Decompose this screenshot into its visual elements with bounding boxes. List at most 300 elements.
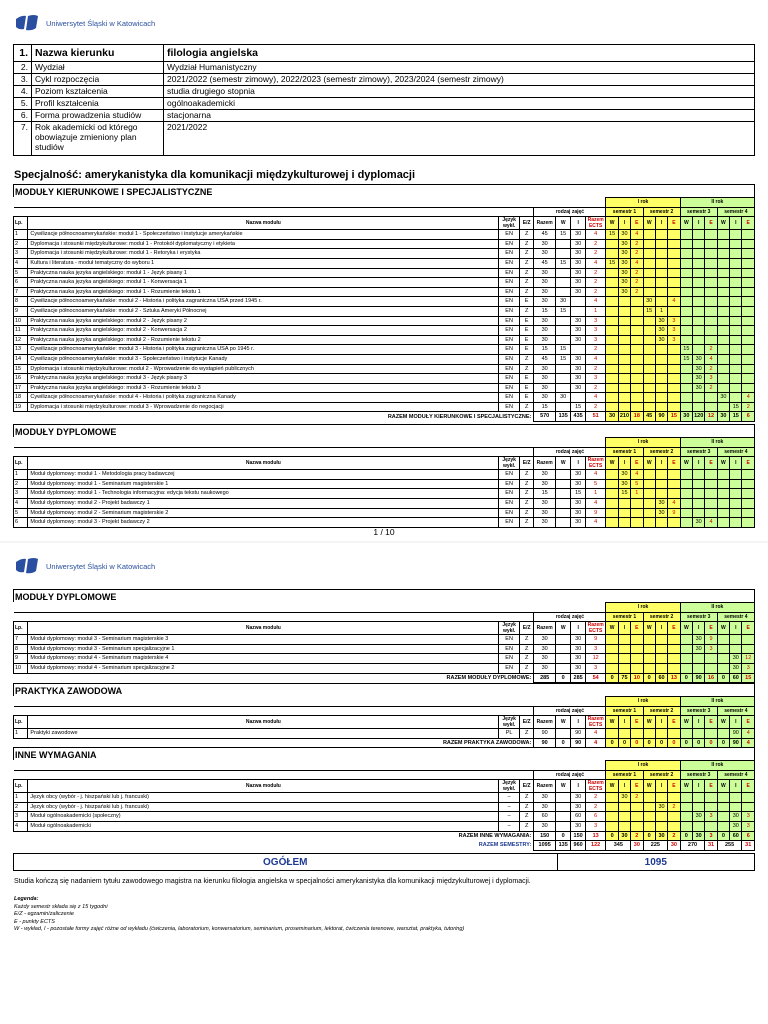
table-cell	[618, 498, 630, 508]
table-cell	[717, 354, 729, 364]
ects-col-header: E	[742, 780, 755, 793]
i-col-header: I	[655, 716, 667, 729]
table-row	[14, 518, 755, 528]
table-cell	[717, 498, 729, 508]
table-cell	[643, 470, 655, 480]
table-cell	[742, 498, 755, 508]
table-cell: 30	[618, 258, 630, 268]
sum-cell: 30	[618, 831, 630, 841]
sum-cell: 30	[717, 412, 729, 422]
module-name: Moduł dyplomowy: moduł 1 - Technologia informacyjna: edycja tekstu naukowego	[28, 489, 499, 499]
blank-cell	[14, 706, 534, 716]
ects-header: Razem ECTS	[585, 457, 606, 470]
table-cell	[555, 802, 570, 812]
university-logo-icon	[14, 556, 40, 576]
table-cell	[643, 518, 655, 528]
table-cell: 30	[571, 663, 585, 673]
section-inne	[13, 747, 755, 851]
table-cell: EN	[499, 258, 520, 268]
legend	[14, 896, 464, 934]
table-cell: 3	[14, 812, 28, 822]
i-col-header: I	[618, 217, 630, 230]
table-cell	[668, 518, 680, 528]
table-cell	[730, 498, 742, 508]
table-cell	[668, 354, 680, 364]
sum-cell: 30	[693, 831, 705, 841]
module-name: Praktyczna nauka języka angielskiego: moduł 2 - Konwersacja 2	[28, 326, 499, 336]
table-cell: 30	[534, 644, 556, 654]
sum-cell: 0	[705, 738, 717, 748]
table-cell: EN	[499, 306, 520, 316]
semesters-sum-cell: 1095	[534, 841, 556, 851]
rodzaj-header: rodzaj zajęć	[534, 612, 606, 622]
table-cell	[705, 326, 717, 336]
table-cell: EN	[499, 383, 520, 393]
year-header: II rok	[680, 697, 754, 707]
table-cell	[680, 470, 692, 480]
table-cell: 18	[14, 393, 28, 403]
table-cell	[606, 793, 618, 803]
sum-cell: 90	[693, 673, 705, 683]
table-cell	[618, 802, 630, 812]
sum-cell: 285	[571, 673, 585, 683]
table-cell	[555, 729, 570, 739]
ects-col-header: E	[705, 622, 717, 635]
table-cell: 30	[571, 230, 585, 240]
ects-header: Razem ECTS	[585, 780, 606, 793]
table-cell	[680, 635, 692, 645]
table-cell	[730, 489, 742, 499]
sum-cell: 285	[534, 673, 556, 683]
table-cell: EN	[499, 518, 520, 528]
table-cell: –	[499, 812, 520, 822]
w-col-header: W	[680, 457, 692, 470]
table-cell	[705, 479, 717, 489]
table-cell	[668, 239, 680, 249]
table-cell	[668, 268, 680, 278]
table-cell	[631, 383, 643, 393]
table-cell	[680, 518, 692, 528]
semester-header: semestr 3	[680, 447, 717, 457]
table-cell	[717, 812, 729, 822]
table-cell	[631, 335, 643, 345]
table-cell	[717, 518, 729, 528]
module-name: Język obcy (wybór - j. hiszpański lub j. francuski)	[28, 793, 499, 803]
sum-cell: 51	[585, 412, 606, 422]
module-name: Praktyczna nauka języka angielskiego: moduł 2 - Język pisany 2	[28, 316, 499, 326]
table-cell: 30	[571, 326, 585, 336]
table-cell	[606, 297, 618, 307]
table-cell	[643, 258, 655, 268]
table-cell	[705, 663, 717, 673]
info-label: Poziom kształcenia	[32, 86, 164, 98]
table-row	[14, 729, 755, 739]
table-cell: 2	[631, 793, 643, 803]
table-cell	[555, 793, 570, 803]
table-cell: 3	[585, 326, 606, 336]
table-cell	[655, 644, 667, 654]
table-cell: E	[519, 374, 533, 384]
table-cell	[705, 793, 717, 803]
table-cell	[571, 345, 585, 355]
ects-col-header: E	[631, 457, 643, 470]
ects-col-header: E	[705, 217, 717, 230]
table-cell	[618, 812, 630, 822]
table-cell	[717, 335, 729, 345]
table-cell	[742, 239, 755, 249]
info-row	[14, 98, 755, 110]
specialization-title: Specjalność: amerykanistyka dla komunikacji międzykulturowej i dyplomacji	[14, 169, 416, 181]
module-name: Dyplomacja i stosunki międzykulturowe: moduł 3 - Wprowadzenie do negocjacji	[28, 402, 499, 412]
table-cell	[643, 364, 655, 374]
table-cell	[742, 249, 755, 259]
table-cell	[717, 297, 729, 307]
table-cell	[742, 316, 755, 326]
table-cell	[555, 335, 570, 345]
table-cell: 2	[14, 802, 28, 812]
info-value: Wydział Humanistyczny	[164, 62, 755, 74]
semester-header: semestr 1	[606, 706, 643, 716]
table-cell: 30	[534, 326, 556, 336]
table-cell	[643, 821, 655, 831]
table-cell	[705, 306, 717, 316]
table-cell	[742, 354, 755, 364]
i-col-header: I	[618, 622, 630, 635]
ects-col-header: E	[631, 217, 643, 230]
sum-cell: 0	[717, 738, 729, 748]
table-cell	[668, 470, 680, 480]
table-cell	[555, 316, 570, 326]
blank-cell	[14, 438, 606, 448]
blank-cell	[14, 770, 534, 780]
table-cell	[693, 802, 705, 812]
table-cell	[606, 239, 618, 249]
table-cell: EN	[499, 635, 520, 645]
table-cell: 30	[730, 821, 742, 831]
table-cell	[643, 230, 655, 240]
semester-ects: 31	[705, 841, 717, 851]
table-cell: 12	[585, 654, 606, 664]
i-col-header: I	[730, 716, 742, 729]
table-cell: 30	[618, 239, 630, 249]
table-cell	[618, 508, 630, 518]
ez-header: E/Z	[519, 780, 533, 793]
table-cell	[606, 508, 618, 518]
table-cell: 30	[534, 383, 556, 393]
table-row	[14, 335, 755, 345]
table-cell	[680, 498, 692, 508]
table-cell	[693, 654, 705, 664]
table-cell: 90	[534, 729, 556, 739]
table-cell	[742, 297, 755, 307]
table-cell	[730, 249, 742, 259]
table-cell: EN	[499, 364, 520, 374]
table-cell	[730, 230, 742, 240]
sum-cell: 0	[631, 738, 643, 748]
table-cell	[693, 278, 705, 288]
table-cell	[742, 793, 755, 803]
table-cell	[680, 306, 692, 316]
table-cell	[618, 383, 630, 393]
language-header: Język wykł.	[499, 217, 520, 230]
table-cell	[742, 489, 755, 499]
table-cell	[680, 287, 692, 297]
sum-cell: 60	[730, 831, 742, 841]
table-cell: Z	[519, 479, 533, 489]
table-cell: EN	[499, 393, 520, 403]
table-cell	[655, 230, 667, 240]
w-header: W	[555, 716, 570, 729]
razem-header: Razem	[534, 716, 556, 729]
table-cell	[693, 793, 705, 803]
table-cell: 30	[571, 287, 585, 297]
sum-cell: 18	[631, 412, 643, 422]
table-cell: 30	[693, 635, 705, 645]
table-cell: 30	[534, 268, 556, 278]
section-title: MODUŁY KIERUNKOWE I SPECJALISTYCZNE	[13, 184, 755, 197]
sum-label: RAZEM INNE WYMAGANIA:	[458, 832, 532, 839]
table-row	[14, 278, 755, 288]
lp-header: Lp.	[14, 780, 28, 793]
table-cell: EN	[499, 326, 520, 336]
university-name: Uniwersytet Śląski w Katowicach	[46, 561, 156, 571]
table-cell	[655, 635, 667, 645]
table-cell: 30	[571, 793, 585, 803]
table-cell	[705, 316, 717, 326]
module-name: Cywilizacje północnoamerykańskie: moduł 2 - Historia i polityka zagraniczna USA przed 1945 r.	[28, 297, 499, 307]
table-cell	[643, 635, 655, 645]
sum-cell: 0	[618, 738, 630, 748]
table-cell	[555, 479, 570, 489]
table-cell	[693, 470, 705, 480]
table-cell: 30	[534, 821, 556, 831]
table-cell	[606, 326, 618, 336]
sum-cell: 30	[606, 412, 618, 422]
table-cell	[668, 393, 680, 403]
table-cell: 5	[631, 479, 643, 489]
table-row	[14, 793, 755, 803]
sum-cell: 54	[585, 673, 606, 683]
table-cell	[643, 249, 655, 259]
sum-cell: 0	[668, 738, 680, 748]
table-cell: EN	[499, 239, 520, 249]
module-name: Moduł dyplomowy: moduł 3 - Projekt badawczy 2	[28, 518, 499, 528]
table-cell	[693, 489, 705, 499]
ects-header: Razem ECTS	[585, 622, 606, 635]
module-name: Moduł dyplomowy: moduł 2 - Seminarium magisterskie 2	[28, 508, 499, 518]
semesters-sum-cell: 122	[585, 841, 606, 851]
table-cell	[705, 239, 717, 249]
info-row	[14, 62, 755, 74]
table-cell: 30	[534, 498, 556, 508]
table-cell: 4	[585, 729, 606, 739]
program-info-table	[13, 44, 755, 156]
table-cell	[655, 393, 667, 403]
table-cell	[693, 306, 705, 316]
blank-cell	[14, 447, 534, 457]
table-row	[14, 470, 755, 480]
language-header: Język wykł.	[499, 780, 520, 793]
table-cell: 30	[571, 278, 585, 288]
table-row	[14, 402, 755, 412]
language-header: Język wykł.	[499, 716, 520, 729]
table-cell	[730, 644, 742, 654]
table-cell: 30	[534, 802, 556, 812]
table-cell: 30	[618, 278, 630, 288]
table-row	[14, 489, 755, 499]
table-row	[14, 802, 755, 812]
table-cell	[655, 402, 667, 412]
table-cell	[717, 402, 729, 412]
table-cell	[717, 345, 729, 355]
semester-header: semestr 4	[717, 612, 754, 622]
legend-title: Legenda:	[14, 896, 39, 902]
table-cell	[705, 335, 717, 345]
table-cell	[717, 479, 729, 489]
sum-cell: 6	[742, 412, 755, 422]
table-cell	[655, 249, 667, 259]
info-number: 4.	[14, 86, 32, 98]
table-cell: EN	[499, 278, 520, 288]
table-cell	[730, 335, 742, 345]
table-row	[14, 644, 755, 654]
table-cell	[618, 729, 630, 739]
table-cell	[668, 654, 680, 664]
table-cell: 15	[555, 258, 570, 268]
module-name: Dyplomacja i stosunki międzykulturowe: moduł 1 - Retoryka i erystyka	[28, 249, 499, 259]
table-cell	[717, 635, 729, 645]
info-value: 2021/2022 (semestr zimowy), 2022/2023 (semestr zimowy), 2023/2024 (semestr zimowy)	[164, 74, 755, 86]
table-cell	[705, 821, 717, 831]
table-cell	[606, 335, 618, 345]
table-cell: Z	[519, 239, 533, 249]
sum-cell: 60	[655, 673, 667, 683]
table-cell	[643, 508, 655, 518]
table-cell	[618, 402, 630, 412]
table-cell: 7	[14, 287, 28, 297]
table-cell	[555, 518, 570, 528]
table-cell	[643, 354, 655, 364]
sum-cell: 570	[534, 412, 556, 422]
table-cell: 30	[571, 498, 585, 508]
table-cell: 3	[585, 821, 606, 831]
table-cell	[705, 470, 717, 480]
sum-cell: 0	[680, 738, 692, 748]
table-cell: 30	[571, 249, 585, 259]
table-row	[14, 239, 755, 249]
ects-col-header: E	[668, 457, 680, 470]
table-cell	[717, 258, 729, 268]
table-cell: 30	[655, 316, 667, 326]
module-name: Cywilizacje północnoamerykańskie: moduł 1 - Społeczeństwo i instytucje amerykańskie	[28, 230, 499, 240]
semester-hours: 225	[643, 841, 668, 851]
i-col-header: I	[693, 217, 705, 230]
table-cell: EN	[499, 663, 520, 673]
table-cell	[555, 470, 570, 480]
table-cell	[680, 802, 692, 812]
info-label: Nazwa kierunku	[32, 45, 164, 62]
table-row	[14, 249, 755, 259]
table-cell	[643, 268, 655, 278]
semester-header: semestr 4	[717, 207, 754, 217]
table-cell: 15	[534, 402, 556, 412]
table-cell	[730, 278, 742, 288]
table-cell	[705, 258, 717, 268]
semester-header: semestr 1	[606, 207, 643, 217]
table-cell	[618, 518, 630, 528]
table-cell	[742, 287, 755, 297]
closing-note: Studia kończą się nadaniem tytułu zawodowego magistra na kierunku filologia angielska w specjalności amerykanistyka dla komunikacji międzykulturowej i dyplomacji.	[14, 878, 531, 885]
i-col-header: I	[618, 780, 630, 793]
semester-header: semestr 1	[606, 612, 643, 622]
module-name: Moduł dyplomowy: moduł 3 - Seminarium specjalizacyjne 1	[28, 644, 499, 654]
table-cell	[655, 812, 667, 822]
i-header: I	[571, 780, 585, 793]
table-cell	[606, 479, 618, 489]
table-cell: 30	[571, 644, 585, 654]
table-cell: 30	[534, 508, 556, 518]
semester-header: semestr 3	[680, 207, 717, 217]
table-cell	[717, 287, 729, 297]
table-cell	[730, 297, 742, 307]
table-cell	[717, 508, 729, 518]
table-cell: 30	[730, 663, 742, 673]
table-cell	[655, 654, 667, 664]
info-value: stacjonarna	[164, 110, 755, 122]
table-cell	[680, 335, 692, 345]
table-cell	[693, 402, 705, 412]
table-cell	[618, 297, 630, 307]
table-cell: 6	[14, 518, 28, 528]
table-row	[14, 345, 755, 355]
table-cell: 30	[571, 383, 585, 393]
table-cell: 4	[14, 258, 28, 268]
table-cell: 30	[693, 812, 705, 822]
table-cell: 90	[730, 729, 742, 739]
table-cell: 30	[618, 479, 630, 489]
ects-col-header: E	[742, 716, 755, 729]
table-cell: 10	[14, 316, 28, 326]
table-cell: 9	[14, 306, 28, 316]
table-cell: 3	[14, 249, 28, 259]
table-cell	[655, 239, 667, 249]
table-cell	[730, 258, 742, 268]
semesters-sum-cell: 135	[555, 841, 570, 851]
name-header: Nazwa modułu	[28, 780, 499, 793]
language-header: Język wykł.	[499, 457, 520, 470]
table-cell: 13	[14, 345, 28, 355]
info-number: 5.	[14, 98, 32, 110]
table-cell	[643, 793, 655, 803]
section-praktyka	[13, 683, 755, 748]
table-cell	[680, 297, 692, 307]
table-cell: 8	[14, 297, 28, 307]
table-cell	[717, 470, 729, 480]
table-cell	[742, 278, 755, 288]
table-cell: 15	[534, 489, 556, 499]
language-header: Język wykł.	[499, 622, 520, 635]
w-col-header: W	[680, 217, 692, 230]
table-row	[14, 383, 755, 393]
module-name: Cywilizacje północnoamerykańskie: moduł 4 - Historia i polityka zagraniczna Kanady	[28, 393, 499, 403]
module-table	[13, 197, 755, 422]
w-col-header: W	[643, 716, 655, 729]
ects-col-header: E	[631, 622, 643, 635]
info-row	[14, 74, 755, 86]
table-row	[14, 364, 755, 374]
table-cell	[742, 345, 755, 355]
info-row	[14, 45, 755, 62]
